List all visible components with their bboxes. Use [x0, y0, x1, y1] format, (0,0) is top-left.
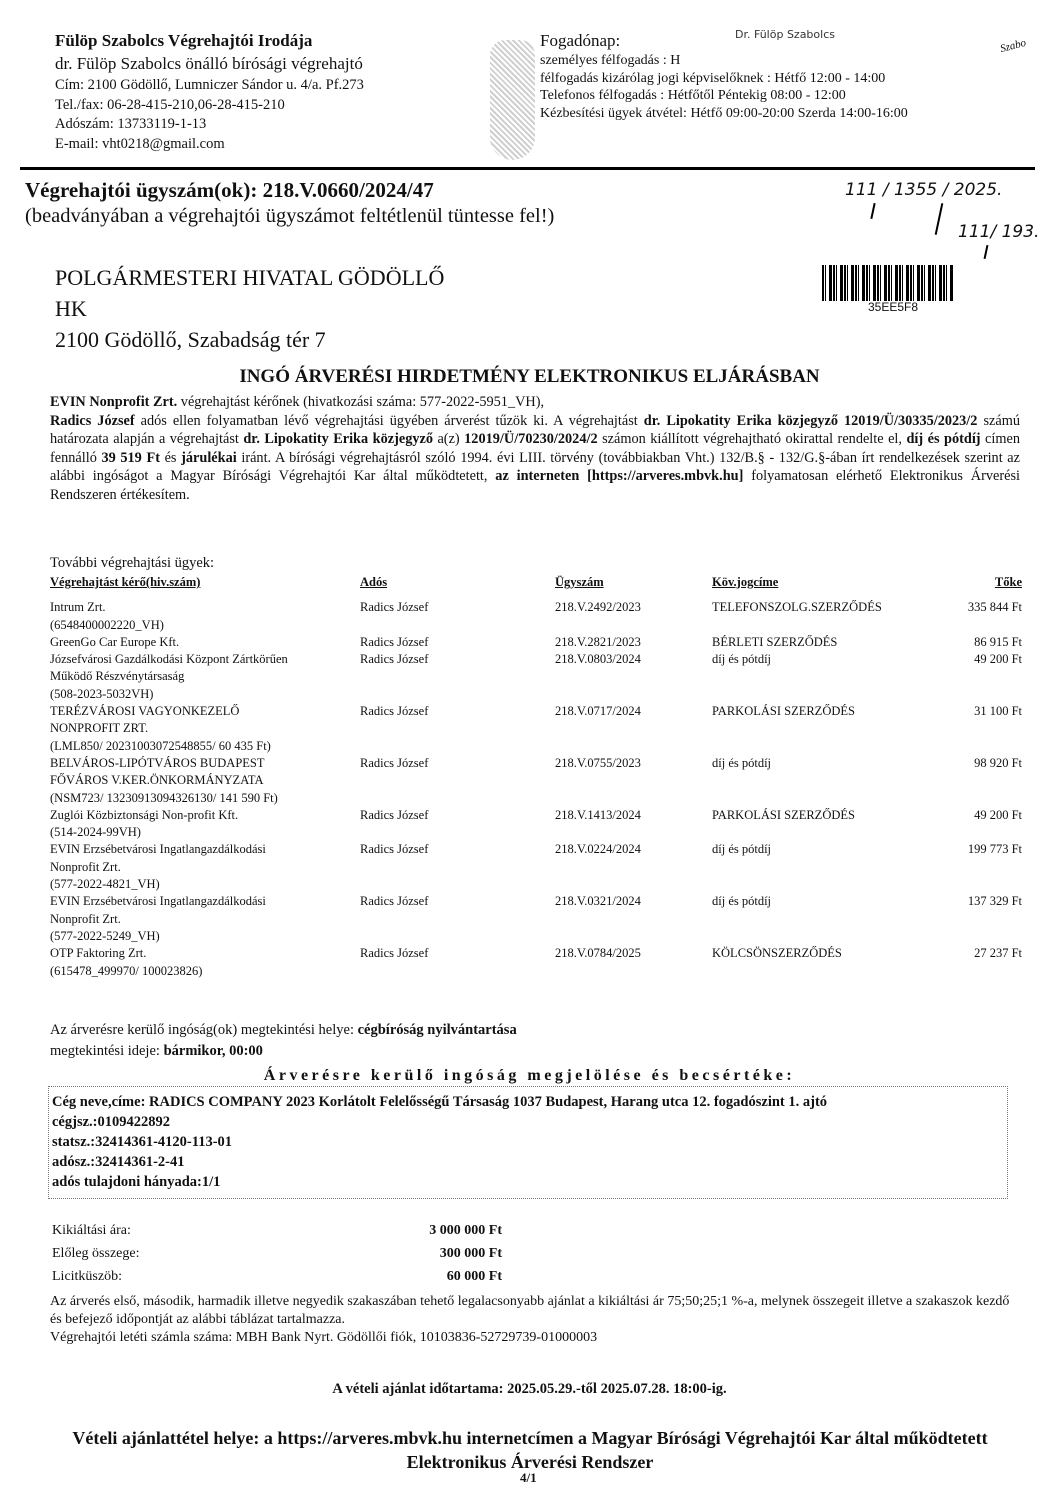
cell-creditor: (577-2022-4821_VH): [50, 877, 160, 892]
table-row-continuation: [50, 876, 1022, 893]
cell-claim-title: KÖLCSÖNSZERZŐDÉS: [712, 946, 842, 961]
handwritten-registration: 111 / 1355 / 2025.: [845, 180, 1003, 200]
cell-debtor: Radics József: [360, 634, 429, 649]
case-number: Végrehajtói ügyszám(ok): 218.V.0660/2024/47: [25, 178, 434, 202]
text: számon kiállított végrehajtható okirattal rendelte el,: [597, 431, 907, 447]
cell-creditor: FŐVÁROS V.KER.ÖNKORMÁNYZATA: [50, 773, 264, 788]
cell-creditor: NONPROFIT ZRT.: [50, 721, 149, 736]
cell-debtor: Radics József: [360, 807, 429, 822]
recipient-name: POLGÁRMESTERI HIVATAL GÖDÖLLŐ: [55, 265, 445, 290]
cell-creditor: BELVÁROS-LIPÓTVÁROS BUDAPEST: [50, 755, 265, 770]
cell-claim-title: díj és pótdíj: [712, 894, 772, 909]
cell-amount: 49 200 Ft: [974, 807, 1022, 822]
text: iránt. A bírósági végrehajtásról szóló 1994. évi LIII. törvény (továbbiakban Vht.) 132/B.§ - 132/G.§-ában írt rendelkezések szerint az alábbi ingóságot a Magyar Bírósági Végrehajtói Kar által működtetett,: [50, 449, 1020, 484]
text: és: [159, 449, 182, 466]
cell-creditor: Nonprofit Zrt.: [50, 911, 121, 926]
recipient-line: 2100 Gödöllő, Szabadság tér 7: [55, 327, 326, 352]
other-cases-caption: További végrehajtási ügyek:: [50, 555, 215, 571]
notes: [50, 1293, 1020, 1347]
col-title: Köv.jogcíme: [712, 575, 779, 589]
text: a(z): [432, 431, 465, 447]
cell-amount: 49 200 Ft: [974, 652, 1022, 667]
cell-case-number: 218.V.0803/2024: [555, 652, 641, 667]
price-value: 60 000 Ft: [446, 1269, 502, 1284]
cell-case-number: 218.V.0784/2025: [555, 946, 641, 961]
cell-debtor: Radics József: [360, 704, 429, 719]
cell-creditor: (514-2024-99VH): [50, 825, 141, 840]
other-cases-table: [50, 555, 1022, 980]
table-row-continuation: [50, 911, 1022, 928]
cell-creditor: (577-2022-5249_VH): [50, 928, 160, 943]
price-value: 300 000 Ft: [439, 1246, 502, 1261]
recipient-address: [55, 262, 444, 355]
cell-claim-title: díj és pótdíj: [712, 842, 772, 857]
cell-creditor: Intrum Zrt.: [50, 600, 106, 615]
office-tax-id: Adószám: 13733119-1-13: [55, 116, 207, 132]
cell-creditor: (NSM723/ 13230913094326130/ 141 590 Ft): [50, 790, 278, 805]
viewing-place-label: Az árverésre kerülő ingóság(ok) megtekintési helye:: [50, 1022, 358, 1038]
cell-case-number: 218.V.2492/2023: [555, 600, 641, 615]
table-row-continuation: [50, 686, 1022, 703]
cell-amount: 199 773 Ft: [967, 842, 1022, 857]
cell-creditor: TERÉZVÁROSI VAGYONKEZELŐ: [50, 704, 240, 719]
table-row-continuation: [50, 790, 1022, 807]
reception-title: Fogadónap:: [540, 31, 621, 50]
table-row: [50, 651, 1022, 668]
notary: dr. Lipokatity Erika közjegyző: [243, 431, 433, 447]
cell-amount: 31 100 Ft: [974, 704, 1022, 719]
debtor: Radics József: [50, 412, 135, 429]
cell-case-number: 218.V.0717/2024: [555, 704, 641, 719]
prices: [52, 1219, 502, 1288]
cell-debtor: Radics József: [360, 842, 429, 857]
item-line: statsz.:32414361-4120-113-01: [52, 1134, 233, 1150]
cell-debtor: Radics József: [360, 755, 429, 770]
text: folyamatosan elérhető Elektronikus Árverési Rendszeren értékesítem.: [50, 468, 1020, 503]
cell-creditor: EVIN Erzsébetvárosi Ingatlangazdálkodási: [50, 842, 266, 857]
coat-of-arms-icon: [490, 40, 535, 160]
table-row-continuation: [50, 963, 1022, 980]
cell-claim-title: PARKOLÁSI SZERZŐDÉS: [712, 704, 855, 719]
price-label: Licitküszöb:: [52, 1269, 122, 1284]
cell-creditor: (615478_499970/ 100023826): [50, 963, 203, 978]
price-label: Kikiáltási ára:: [52, 1223, 131, 1238]
table-row: [50, 893, 1022, 910]
signature: Szabo: [998, 36, 1028, 56]
office-header: [55, 30, 364, 154]
cell-creditor: (LML850/ 20231003072548855/ 60 435 Ft): [50, 738, 271, 753]
cell-case-number: 218.V.1413/2024: [555, 807, 641, 822]
item-box: [48, 1086, 1008, 1199]
barcode-text: 35EE5F8: [868, 300, 919, 314]
viewing-info: [50, 1020, 517, 1062]
viewing-time-label: megtekintési ideje:: [50, 1043, 164, 1059]
price-value: 3 000 000 Ft: [429, 1223, 502, 1238]
table-body: [50, 599, 1022, 980]
cell-claim-title: díj és pótdíj: [712, 755, 772, 770]
cell-case-number: 218.V.0321/2024: [555, 894, 641, 909]
table-row: [50, 755, 1022, 772]
cell-claim-title: díj és pótdíj: [712, 652, 772, 667]
handwritten-subnumber: 111/ 193.: [958, 222, 1040, 242]
col-case: Ügyszám: [555, 575, 604, 589]
cell-creditor: GreenGo Car Europe Kft.: [50, 634, 180, 649]
enforcement-doc: 12019/Ü/70230/2024/2: [464, 431, 598, 447]
handwritten-stroke: [870, 203, 875, 219]
table-row: [50, 599, 1022, 616]
office-phone: Tel./fax: 06-28-415-210,06-28-415-210: [55, 96, 285, 113]
table-row-continuation: [50, 824, 1022, 841]
table-row: [50, 807, 1022, 824]
cell-claim-title: PARKOLÁSI SZERZŐDÉS: [712, 807, 855, 822]
cell-amount: 137 329 Ft: [967, 894, 1022, 909]
cell-creditor: Nonprofit Zrt.: [50, 859, 121, 874]
claim-amount: 39 519 Ft: [101, 449, 160, 466]
cell-creditor: EVIN Erzsébetvárosi Ingatlangazdálkodási: [50, 894, 266, 909]
viewing-time: bármikor, 00:00: [163, 1043, 263, 1059]
reception-line: Telefonos félfogadás : Hétfőtől Péntekig 08:00 - 12:00: [540, 88, 846, 103]
table-row: [50, 841, 1022, 858]
office-address: Cím: 2100 Gödöllő, Lumniczer Sándor u. 4/a. Pf.273: [55, 77, 364, 93]
offer-place: Vételi ajánlattétel helye: a https://arveres.mbvk.hu internetcímen a Magyar Bírósági Végrehajtói Kar által működtetett Elektronikus Árverési Rendszer: [72, 1428, 988, 1472]
table-row: [50, 634, 1022, 651]
price-label: Előleg összege:: [52, 1246, 140, 1261]
cell-amount: 27 237 Ft: [974, 946, 1022, 961]
header-divider: [20, 167, 1035, 170]
office-email: E-mail: vht0218@gmail.com: [55, 135, 225, 152]
document-title: INGÓ ÁRVERÉSI HIRDETMÉNY ELEKTRONIKUS ELJÁRÁSBAN: [239, 366, 820, 387]
table-header: [50, 574, 1022, 591]
cell-claim-title: BÉRLETI SZERZŐDÉS: [712, 634, 838, 649]
offer-period: A vételi ajánlat időtartama: 2025.05.29.-től 2025.07.28. 18:00-ig.: [332, 1381, 727, 1397]
item-line: Cég neve,címe: RADICS COMPANY 2023 Korlátolt Felelősségű Társaság 1037 Budapest, Harang utca 12. fogadószint 1. ajtó: [52, 1094, 828, 1110]
cell-creditor: (508-2023-5032VH): [50, 686, 154, 701]
page-number: 4/1: [520, 1470, 537, 1485]
item-line: cégjsz.:0109422892: [52, 1114, 170, 1130]
barcode: [822, 265, 954, 301]
text: címen fennálló: [50, 431, 1020, 466]
cell-creditor: Zuglói Közbiztonsági Non-profit Kft.: [50, 807, 239, 822]
text: számú határozata alapján a végrehajtást: [50, 412, 1020, 447]
office-name: Fülöp Szabolcs Végrehajtói Irodája: [55, 31, 313, 50]
item-line: adós tulajdoni hányada:1/1: [52, 1174, 221, 1190]
table-row-continuation: [50, 738, 1022, 755]
cell-creditor: Működő Részvénytársaság: [50, 669, 185, 684]
cell-case-number: 218.V.0224/2024: [555, 842, 641, 857]
col-debtor: Adós: [360, 575, 388, 589]
note-account: Végrehajtói letéti számla száma: MBH Bank Nyrt. Gödöllői fiók, 10103836-52729739-01000003: [50, 1330, 598, 1345]
col-amount: Tőke: [994, 575, 1022, 589]
item-line: adósz.:32414361-2-41: [52, 1154, 185, 1170]
note-stages: Az árverés első, második, harmadik illetve negyedik szakaszában tehető legalacsonyabb ajánlat a kikiáltási ár 75;50;25;1 %-a, melynek összegeit illetve a szakaszok kezdő és befejező időpontját az alábbi táblázat tartalmazza.: [50, 1294, 1010, 1327]
reception-line: Kézbesítési ügyek átvétel: Hétfő 09:00-20:00 Szerda 14:00-16:00: [540, 105, 908, 121]
reception-line: félfogadás kizárólag jogi képviselőknek : Hétfő 12:00 - 14:00: [540, 70, 886, 86]
cell-creditor: OTP Faktoring Zrt.: [50, 946, 147, 961]
recipient-line: HK: [55, 296, 87, 321]
table-row-continuation: [50, 617, 1022, 634]
signature-name: Dr. Fülöp Szabolcs: [735, 28, 835, 41]
table-row-continuation: [50, 928, 1022, 945]
table-row-continuation: [50, 720, 1022, 737]
intro-paragraph: [50, 393, 1020, 504]
cell-amount: 98 920 Ft: [974, 755, 1022, 770]
notary-decision: dr. Lipokatity Erika közjegyző 12019/Ü/30335/2023/2: [643, 412, 978, 429]
text: adós ellen folyamatban lévő végrehajtási ügyében árverést tűzök ki. A végrehajtást: [134, 412, 644, 429]
auction-url[interactable]: az interneten [https://arveres.mbvk.hu]: [495, 468, 744, 484]
table-row: [50, 703, 1022, 720]
creditor: EVIN Nonprofit Zrt.: [50, 394, 178, 410]
case-note: (beadványában a végrehajtói ügyszámot feltétlenül tüntesse fel!): [25, 205, 555, 227]
viewing-place: cégbíróság nyilvántartása: [357, 1022, 517, 1038]
reception-line: személyes félfogadás : H: [540, 53, 681, 68]
claim-title: díj és pótdíj: [906, 431, 981, 447]
handwritten-stroke: [984, 245, 989, 259]
cell-debtor: Radics József: [360, 652, 429, 667]
cell-debtor: Radics József: [360, 600, 429, 615]
bailiff-name: dr. Fülöp Szabolcs önálló bírósági végrehajtó: [55, 54, 363, 73]
cell-creditor: (6548400002220_VH): [50, 617, 164, 632]
cell-amount: 86 915 Ft: [974, 634, 1022, 649]
reception-hours: [540, 30, 908, 122]
col-creditor: Végrehajtást kérő(hiv.szám): [50, 575, 201, 589]
table-row-continuation: [50, 859, 1022, 876]
cell-case-number: 218.V.2821/2023: [555, 634, 641, 649]
table-row-continuation: [50, 772, 1022, 789]
item-heading: Árverésre kerülő ingóság megjelölése és becsértéke:: [263, 1067, 796, 1084]
handwritten-stroke: [935, 203, 944, 235]
table-row-continuation: [50, 668, 1022, 685]
cell-debtor: Radics József: [360, 946, 429, 961]
cell-amount: 335 844 Ft: [967, 600, 1022, 615]
cell-debtor: Radics József: [360, 894, 429, 909]
text: végrehajtást kérőnek (hivatkozási száma: 577-2022-5951_VH),: [177, 394, 545, 410]
cell-creditor: Józsefvárosi Gazdálkodási Központ Zártkörűen: [50, 652, 288, 667]
table-row: [50, 945, 1022, 962]
cell-case-number: 218.V.0755/2023: [555, 755, 641, 770]
cell-claim-title: TELEFONSZOLG.SZERZŐDÉS: [712, 600, 882, 615]
fees: járulékai: [181, 449, 237, 466]
